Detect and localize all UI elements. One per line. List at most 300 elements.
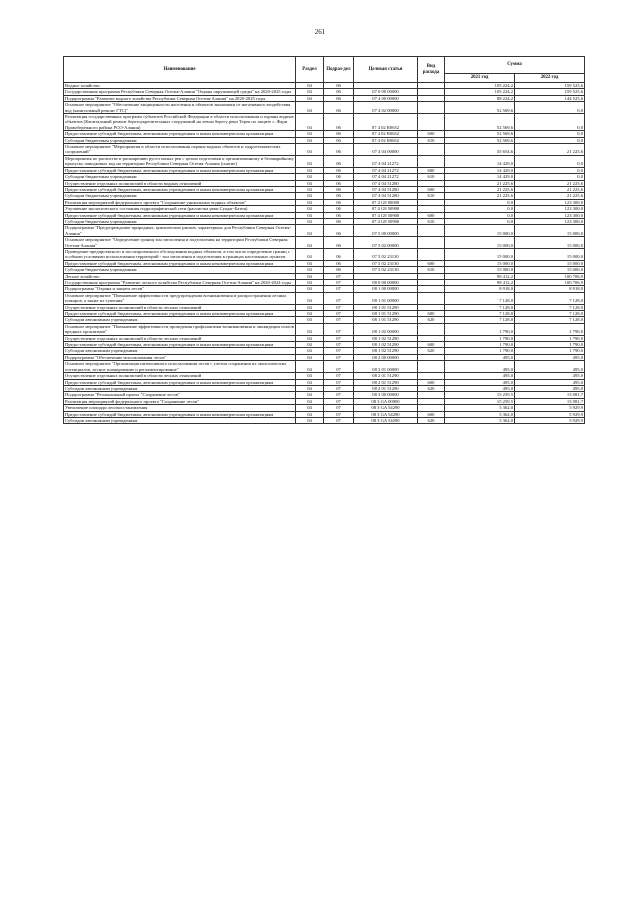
- cell-name: Лесное хозяйство: [64, 273, 296, 279]
- cell-section: 04: [296, 286, 324, 292]
- cell-2021: 52 569,6: [445, 131, 515, 137]
- budget-table: [63, 56, 585, 424]
- cell-name: Предоставление субсидий бюджетным, автономным учреждениям и иным некоммерческим организациям: [64, 311, 296, 317]
- cell-name: Осуществление отдельных полномочий в области лесных отношений: [64, 304, 296, 310]
- cell-target: 08 2 00 00000: [354, 354, 418, 360]
- cell-2022: 7 128,0: [515, 317, 585, 323]
- cell-section: 04: [296, 95, 324, 101]
- cell-2021: 7 128,0: [445, 292, 515, 304]
- cell-name: Проведение предпроектного и послепроектного обследования водных объектов, в том числе определение границ с особыми условиями использования территорий - зон затопления и подтопления в границах населенных пунктов: [64, 248, 296, 260]
- cell-target: 08 1 01 51290: [354, 311, 418, 317]
- cell-section: 04: [296, 212, 324, 218]
- cell-2021: 7 128,0: [445, 311, 515, 317]
- cell-section: 04: [296, 280, 324, 286]
- cell-name: Субсидии бюджетным учреждениям: [64, 218, 296, 224]
- cell-2022: 15 000,0: [515, 248, 585, 260]
- cell-2022: 0,0: [515, 137, 585, 143]
- cell-expense-type: 610: [418, 174, 445, 180]
- header-year-2021: 2021 год: [445, 74, 515, 83]
- cell-section: 04: [296, 186, 324, 192]
- cell-target: 07 4 04 51280: [354, 193, 418, 199]
- cell-target: 08 3 GA 00000: [354, 398, 418, 404]
- cell-name: Предоставление субсидий бюджетным, автономным учреждениям и иным некоммерческим организациям: [64, 379, 296, 385]
- cell-name: Основное мероприятие "Мероприятия в области использования охраны водных объектов и гидротехнических сооружений": [64, 144, 296, 156]
- cell-section: 04: [296, 155, 324, 167]
- cell-section: 04: [296, 167, 324, 173]
- cell-subsection: 07: [324, 411, 354, 417]
- cell-subsection: 07: [324, 354, 354, 360]
- cell-subsection: 07: [324, 348, 354, 354]
- cell-2021: 0,0: [445, 212, 515, 218]
- table-row: [64, 155, 585, 167]
- cell-subsection: 07: [324, 373, 354, 379]
- cell-2021: 105 224,2: [445, 89, 515, 95]
- cell-subsection: 06: [324, 212, 354, 218]
- cell-2022: 495,0: [515, 361, 585, 373]
- cell-section: 04: [296, 267, 324, 273]
- cell-name: Подпрограмма "Обеспечение использования лесов": [64, 354, 296, 360]
- cell-2022: 495,0: [515, 379, 585, 385]
- cell-target: 08 1 01 00000: [354, 292, 418, 304]
- cell-expense-type: [418, 361, 445, 373]
- cell-name: Субсидии автономным учреждениям: [64, 417, 296, 423]
- cell-2021: 5 362,0: [445, 405, 515, 411]
- cell-name: Основное мероприятие "Повышение эффективности проведения профилактики возникновения и ликвидации очагов вредных организмов": [65, 323, 294, 335]
- cell-subsection: 06: [324, 180, 354, 186]
- cell-expense-type: [418, 292, 445, 304]
- cell-target: 07 4 04 51280: [354, 186, 418, 192]
- table-row: [64, 417, 585, 423]
- cell-section: 04: [296, 180, 324, 186]
- cell-expense-type: 600: [418, 212, 445, 218]
- cell-section: 04: [296, 379, 324, 385]
- cell-target: 08 3 GA 54290: [354, 405, 418, 411]
- cell-2021: 15 000,0: [445, 248, 515, 260]
- cell-2021: 5 362,0: [445, 411, 515, 417]
- cell-2021: 98 412,2: [445, 273, 515, 279]
- cell-section: 04: [296, 335, 324, 341]
- cell-target: 07 4 G8 50900: [354, 206, 418, 212]
- cell-subsection: 07: [324, 311, 354, 317]
- cell-2022: 495,0: [515, 385, 585, 391]
- table-row: [64, 144, 585, 156]
- cell-expense-type: [418, 144, 445, 156]
- cell-subsection: 07: [324, 379, 354, 385]
- cell-2022: 15 000,0: [515, 225, 585, 237]
- cell-expense-type: 600: [418, 260, 445, 266]
- cell-name: Осуществление отдельных полномочий в области лесных отношений: [64, 335, 296, 341]
- cell-2021: 495,0: [445, 379, 515, 385]
- cell-subsection: 07: [324, 280, 354, 286]
- cell-name: Мероприятия по расчистке и расширению русел малых рек с целью подготовки к организованному и безаварийному пропуску паводковых вод на территории Республики Северная Осетия-Алания (снятие): [65, 155, 294, 167]
- cell-name: Осуществление отдельных полномочий в области водных отношений: [64, 180, 296, 186]
- cell-target: 07 4 G8 00000: [354, 199, 418, 205]
- cell-target: 07 4 04 21272: [354, 174, 418, 180]
- cell-2021: 0,0: [445, 218, 515, 224]
- cell-subsection: 07: [324, 286, 354, 292]
- cell-name: Предоставление субсидий бюджетным, автономным учреждениям и иным некоммерческим организациям: [64, 186, 296, 192]
- cell-subsection: 06: [324, 102, 354, 114]
- cell-name: Субсидии автономным учреждениям: [64, 348, 296, 354]
- cell-subsection: 06: [324, 225, 354, 237]
- cell-2021: 15 000,0: [445, 260, 515, 266]
- cell-target: 07 4 02 R0652: [354, 137, 418, 143]
- cell-expense-type: [418, 248, 445, 260]
- cell-expense-type: [418, 155, 445, 167]
- cell-section: 04: [296, 237, 324, 249]
- cell-subsection: 06: [324, 260, 354, 266]
- cell-2021: 15 000,0: [445, 267, 515, 273]
- cell-target: 08 2 01 51290: [354, 385, 418, 391]
- cell-section: 04: [296, 323, 324, 335]
- cell-2022: 1 790,0: [515, 335, 585, 341]
- cell-2022: 0,0: [515, 167, 585, 173]
- cell-name: Реализация мероприятий федерального проекта "Сохранение уникальных водных объектов": [64, 199, 296, 205]
- cell-expense-type: 610: [418, 218, 445, 224]
- cell-subsection: 07: [324, 342, 354, 348]
- cell-2022: 21 225,6: [515, 180, 585, 186]
- cell-expense-type: [418, 225, 445, 237]
- cell-subsection: 06: [324, 248, 354, 260]
- cell-target: 07 4 00 00000: [354, 95, 418, 101]
- cell-2021: 52 569,6: [445, 114, 515, 131]
- cell-subsection: 06: [324, 186, 354, 192]
- cell-2021: 15 259,5: [445, 398, 515, 404]
- cell-2021: 15 000,0: [445, 237, 515, 249]
- cell-2022: 123 300,0: [515, 218, 585, 224]
- header-section: Раздел: [296, 57, 324, 83]
- cell-subsection: 07: [324, 273, 354, 279]
- cell-expense-type: [418, 237, 445, 249]
- cell-section: 04: [296, 373, 324, 379]
- cell-target: 08 1 02 51290: [354, 342, 418, 348]
- cell-target: 07 5 02 00000: [354, 237, 418, 249]
- cell-expense-type: 600: [418, 311, 445, 317]
- cell-2021: 495,0: [445, 354, 515, 360]
- cell-subsection: 07: [324, 405, 354, 411]
- header-sum: Сумма: [445, 57, 585, 74]
- cell-section: 04: [296, 405, 324, 411]
- cell-2022: 15 000,0: [515, 260, 585, 266]
- cell-target: 07 4 04 51280: [354, 180, 418, 186]
- cell-2022: 0,0: [515, 155, 585, 167]
- cell-2021: 0,0: [445, 199, 515, 205]
- cell-2022: 495,0: [515, 354, 585, 360]
- cell-2022: 13 081,7: [515, 398, 585, 404]
- cell-target: 07 4 04 21272: [354, 155, 418, 167]
- table-body: [64, 83, 585, 424]
- cell-2022: 123 300,0: [515, 212, 585, 218]
- cell-target: 08 1 00 00000: [354, 286, 418, 292]
- cell-2022: 144 525,6: [515, 95, 585, 101]
- cell-subsection: 06: [324, 174, 354, 180]
- cell-section: 04: [296, 317, 324, 323]
- cell-2021: 14 429,0: [445, 167, 515, 173]
- cell-name: Субсидии бюджетным учреждениям: [64, 267, 296, 273]
- cell-expense-type: 600: [418, 411, 445, 417]
- cell-section: 04: [296, 225, 324, 237]
- cell-subsection: 07: [324, 398, 354, 404]
- cell-2022: 1 790,0: [515, 342, 585, 348]
- cell-2021: 0,0: [445, 206, 515, 212]
- cell-expense-type: 600: [418, 131, 445, 137]
- cell-target: 07 4 02 00000: [354, 102, 418, 114]
- cell-section: 04: [296, 354, 324, 360]
- cell-2022: 21 225,6: [515, 186, 585, 192]
- table-row: [64, 102, 585, 114]
- cell-expense-type: 600: [418, 342, 445, 348]
- cell-section: 04: [296, 199, 324, 205]
- cell-target: 08 3 00 00000: [354, 392, 418, 398]
- cell-2022: 5 929,9: [515, 417, 585, 423]
- cell-2021: 15 259,5: [445, 392, 515, 398]
- cell-2021: 1 790,0: [445, 323, 515, 335]
- cell-name: Реализация государственных программ субъектов Российской Федерации в области использования и охраны водных объектов (Капитальный ремонт берегоукрепительных сооружений на левом берегу реки Терек по защите с. Фарн Правобережного района РСО-Алания): [65, 114, 294, 130]
- cell-name: Увеличение площади лесовосстановления: [64, 405, 296, 411]
- cell-2022: 123 300,0: [515, 199, 585, 205]
- cell-expense-type: [418, 323, 445, 335]
- cell-target: 08 1 02 51290: [354, 335, 418, 341]
- cell-subsection: 06: [324, 218, 354, 224]
- table-row: [64, 248, 585, 260]
- cell-name: Предоставление субсидий бюджетным, автономным учреждениям и иным некоммерческим организациям: [64, 260, 296, 266]
- cell-subsection: 07: [324, 392, 354, 398]
- cell-section: 04: [296, 131, 324, 137]
- table-row: [64, 292, 585, 304]
- cell-name: Подпрограмма "Предупреждение природных, циклических рисков, характерных для Республики Северная Осетия-Алания": [64, 225, 296, 237]
- cell-expense-type: 620: [418, 417, 445, 423]
- cell-name: Государственная программа Республики Северная Осетия-Алания "Охрана окружающей среды" на 2020-2025 годы: [64, 89, 296, 95]
- cell-2021: 52 569,6: [445, 102, 515, 114]
- cell-section: 04: [296, 311, 324, 317]
- cell-2021: 7 128,0: [445, 304, 515, 310]
- cell-2021: 495,0: [445, 385, 515, 391]
- cell-section: 04: [296, 342, 324, 348]
- cell-2021: 52 569,6: [445, 137, 515, 143]
- cell-section: 04: [296, 218, 324, 224]
- cell-name: Предоставление субсидий бюджетным, автономным учреждениям и иным некоммерческим организациям: [64, 212, 296, 218]
- cell-target: 07 5 02 23130: [354, 248, 418, 260]
- cell-target: 08 0 00 00000: [354, 280, 418, 286]
- cell-expense-type: [418, 114, 445, 131]
- table-row: [64, 114, 585, 131]
- cell-name: Основное мероприятие "Организация интенсивного использования лесов с учетом сохранения их экологических потенциалов, лесное планирование и регламентирование": [64, 361, 296, 373]
- table-row: [64, 323, 585, 335]
- cell-target: 08 2 01 51290: [354, 379, 418, 385]
- cell-section: 04: [296, 144, 324, 156]
- cell-name: Государственная программа "Развитие лесного хозяйства Республики Северная Осетия-Алания" на 2020-2024 годы: [64, 280, 296, 286]
- cell-target: 07 4 02 R0652: [354, 114, 418, 131]
- cell-target: 08 1 02 00000: [354, 323, 418, 335]
- cell-name: Водное хозяйство: [64, 83, 296, 89]
- cell-subsection: 06: [324, 199, 354, 205]
- header-expense-type: Вид расхода: [418, 57, 445, 83]
- cell-2021: 21 225,6: [445, 180, 515, 186]
- cell-2021: 98 412,2: [445, 280, 515, 286]
- cell-2022: 7 128,0: [515, 311, 585, 317]
- cell-name: Субсидии бюджетным учреждениям: [64, 174, 296, 180]
- cell-2021: 14 429,0: [445, 155, 515, 167]
- cell-2022: 159 525,6: [515, 89, 585, 95]
- cell-section: 04: [296, 385, 324, 391]
- cell-2022: 0,0: [515, 174, 585, 180]
- cell-2022: 5 929,9: [515, 405, 585, 411]
- cell-subsection: 07: [324, 335, 354, 341]
- cell-2022: 21 225,6: [515, 193, 585, 199]
- cell-2022: 8 918,0: [515, 286, 585, 292]
- cell-name: Основное мероприятие "Обеспечение защищенности населения и объектов экономики от негативного воздействия вод (капитальный ремонт ГТС)": [64, 102, 296, 114]
- cell-section: 04: [296, 361, 324, 373]
- cell-name: Предоставление субсидий бюджетным, автономным учреждениям и иным некоммерческим организациям: [64, 411, 296, 417]
- cell-section: 04: [296, 114, 324, 131]
- table-row: [64, 225, 585, 237]
- cell-subsection: 06: [324, 167, 354, 173]
- header-name: Наименование: [64, 57, 296, 83]
- cell-target: 07 5 00 00000: [354, 225, 418, 237]
- cell-section: 04: [296, 174, 324, 180]
- cell-section: 04: [296, 292, 324, 304]
- cell-section: 04: [296, 137, 324, 143]
- cell-name: Субсидии бюджетным учреждениям: [64, 137, 296, 143]
- cell-section: 04: [296, 273, 324, 279]
- cell-subsection: 06: [324, 267, 354, 273]
- cell-2021: 7 128,0: [445, 317, 515, 323]
- cell-section: 04: [296, 206, 324, 212]
- cell-section: 04: [296, 102, 324, 114]
- header-subsection: Подраз-дел: [324, 57, 354, 83]
- cell-section: 04: [296, 417, 324, 423]
- cell-2022: 1 790,0: [515, 323, 585, 335]
- cell-target: 08 3 GA 54290: [354, 411, 418, 417]
- cell-target: 07 0 00 00000: [354, 89, 418, 95]
- cell-expense-type: 620: [418, 317, 445, 323]
- page-number: 261: [314, 28, 326, 36]
- cell-section: 04: [296, 348, 324, 354]
- cell-expense-type: [418, 102, 445, 114]
- cell-2022: 495,0: [515, 373, 585, 379]
- cell-section: 04: [296, 83, 324, 89]
- cell-subsection: 07: [324, 304, 354, 310]
- cell-target: 07 4 04 21272: [354, 167, 418, 173]
- cell-name: Субсидии автономным учреждениям: [64, 385, 296, 391]
- cell-subsection: 06: [324, 83, 354, 89]
- cell-section: 04: [296, 411, 324, 417]
- cell-section: 04: [296, 304, 324, 310]
- cell-subsection: 06: [324, 237, 354, 249]
- cell-2021: 1 790,0: [445, 342, 515, 348]
- cell-name: Улучшение экологического состояния гидрографической сети (расчистка реки Суадаг-Батон): [64, 206, 296, 212]
- cell-target: 07 4 04 00000: [354, 144, 418, 156]
- cell-subsection: 07: [324, 385, 354, 391]
- cell-subsection: 06: [324, 95, 354, 101]
- cell-name: Осуществление отдельных полномочий в области лесных отношений: [64, 373, 296, 379]
- cell-2021: 1 790,0: [445, 348, 515, 354]
- cell-subsection: 06: [324, 137, 354, 143]
- cell-name: Подпрограмма "Развитие водного хозяйства Республики Северная Осетия-Алания" на 2020-2025 годы: [64, 95, 296, 101]
- cell-subsection: 07: [324, 317, 354, 323]
- cell-2021: 495,0: [445, 373, 515, 379]
- cell-2022: 123 300,0: [515, 206, 585, 212]
- cell-target: 07 5 02 23130: [354, 260, 418, 266]
- cell-subsection: 07: [324, 292, 354, 304]
- cell-2021: 8 918,0: [445, 286, 515, 292]
- cell-2021: 14 429,0: [445, 174, 515, 180]
- cell-2021: 15 000,0: [445, 225, 515, 237]
- cell-name: Основное мероприятие "Определение границ зон затопления и подтопления на территории Республики Северная Осетия-Алания": [64, 237, 296, 249]
- cell-target: 07 4 G8 50900: [354, 212, 418, 218]
- cell-2022: 7 128,0: [515, 292, 585, 304]
- cell-2021: 21 225,6: [445, 193, 515, 199]
- cell-2021: 21 225,6: [445, 186, 515, 192]
- cell-expense-type: 610: [418, 267, 445, 273]
- cell-target: 08 2 01 00000: [354, 361, 418, 373]
- cell-subsection: 07: [324, 323, 354, 335]
- cell-name: Подпрограмма "Региональный проект "Сохранение лесов": [64, 392, 296, 398]
- header-target: Целевая статья: [354, 57, 418, 83]
- cell-2022: 13 081,7: [515, 392, 585, 398]
- cell-2022: 15 000,0: [515, 237, 585, 249]
- cell-2022: 0,0: [515, 114, 585, 131]
- cell-2021: 105 224,2: [445, 83, 515, 89]
- cell-expense-type: 610: [418, 137, 445, 143]
- cell-target: 08 2 01 51290: [354, 373, 418, 379]
- cell-subsection: 06: [324, 89, 354, 95]
- table-row: [64, 237, 585, 249]
- cell-subsection: 06: [324, 144, 354, 156]
- cell-2022: 21 225,6: [515, 144, 585, 156]
- cell-subsection: 06: [324, 155, 354, 167]
- cell-target: 08 1 01 51290: [354, 317, 418, 323]
- cell-2022: 5 929,9: [515, 411, 585, 417]
- cell-subsection: 07: [324, 361, 354, 373]
- cell-section: 04: [296, 392, 324, 398]
- cell-2022: 0,0: [515, 131, 585, 137]
- cell-subsection: 07: [324, 417, 354, 423]
- cell-target: 07 4 02 R0652: [354, 131, 418, 137]
- cell-section: 04: [296, 193, 324, 199]
- cell-2022: 15 000,0: [515, 267, 585, 273]
- cell-2021: 35 654,6: [445, 144, 515, 156]
- cell-target: 07 4 G8 50900: [354, 218, 418, 224]
- cell-expense-type: 620: [418, 385, 445, 391]
- table-row: [64, 361, 585, 373]
- cell-expense-type: 620: [418, 348, 445, 354]
- cell-name: Предоставление субсидий бюджетным, автономным учреждениям и иным некоммерческим организациям: [64, 342, 296, 348]
- cell-name: Подпрограмма "Охрана и защита лесов": [64, 286, 296, 292]
- cell-name: Основное мероприятие "Повышение эффективности предупреждения возникновения и распространения лесных пожаров, а также их тушения": [64, 292, 296, 304]
- cell-name: Субсидии бюджетным учреждениям: [64, 193, 296, 199]
- cell-target: 08 1 02 51290: [354, 348, 418, 354]
- cell-section: 04: [296, 398, 324, 404]
- cell-2021: 495,0: [445, 361, 515, 373]
- cell-subsection: 06: [324, 193, 354, 199]
- cell-section: 04: [296, 248, 324, 260]
- cell-2022: 0,0: [515, 102, 585, 114]
- cell-name: Предоставление субсидий бюджетным, автономным учреждениям и иным некоммерческим организациям: [64, 167, 296, 173]
- header-year-2022: 2022 год: [515, 74, 585, 83]
- cell-target: 08 3 GA 54290: [354, 417, 418, 423]
- cell-subsection: 06: [324, 114, 354, 131]
- cell-expense-type: 600: [418, 167, 445, 173]
- cell-name: Реализация мероприятий федерального проекта "Сохранение лесов": [64, 398, 296, 404]
- cell-2022: 100 706,9: [515, 280, 585, 286]
- cell-section: 04: [296, 260, 324, 266]
- cell-expense-type: 610: [418, 193, 445, 199]
- cell-2022: 1 790,0: [515, 348, 585, 354]
- cell-target: 07 5 02 23130: [354, 267, 418, 273]
- cell-2022: 159 525,6: [515, 83, 585, 89]
- cell-expense-type: 600: [418, 186, 445, 192]
